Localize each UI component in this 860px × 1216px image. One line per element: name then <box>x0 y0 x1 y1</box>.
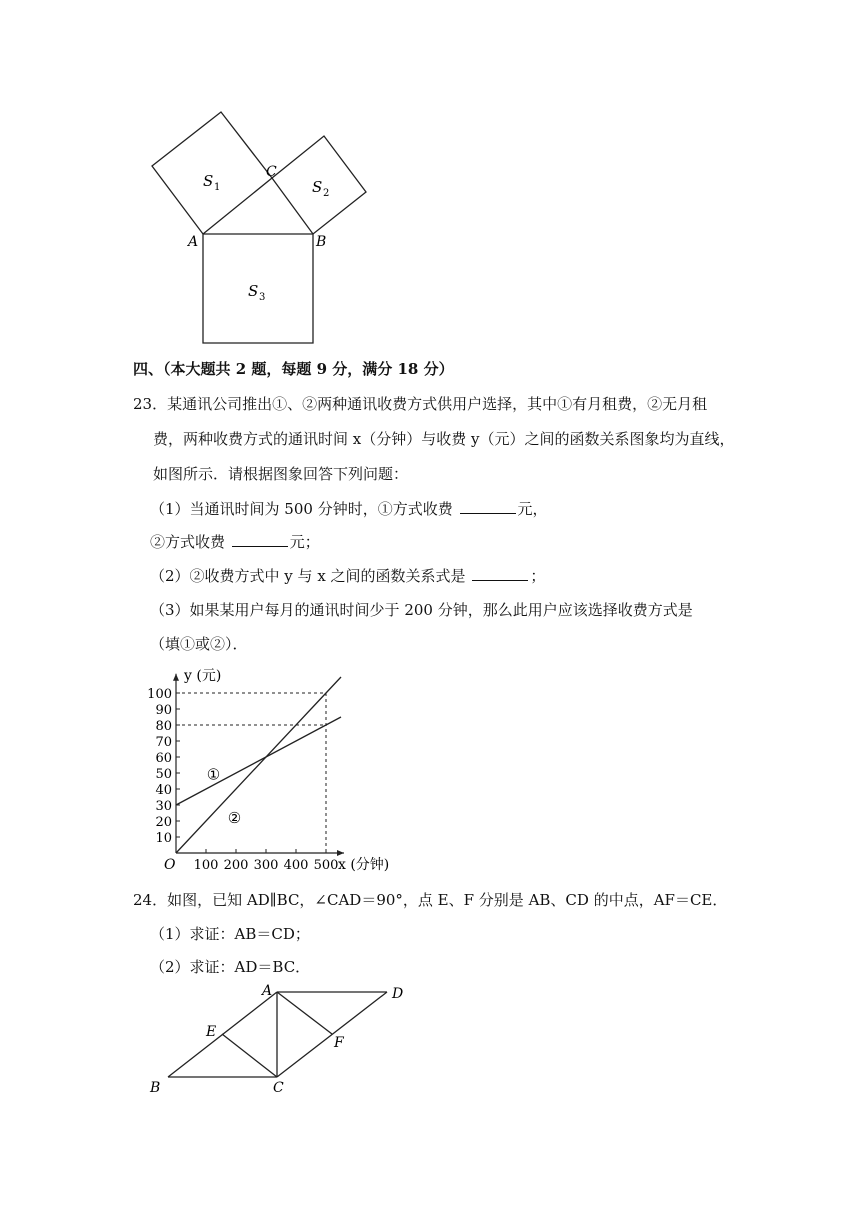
q23-line2: 费，两种收费方式的通讯时间 x（分钟）与收费 y（元）之间的函数关系图象均为直线， <box>153 430 735 448</box>
svg-text:1: 1 <box>214 182 221 193</box>
q23-part1b: ②方式收费 元； <box>150 533 320 551</box>
fee-chart <box>140 660 400 875</box>
y-tick-label: 40 <box>155 783 172 798</box>
x-tick-label: 500 <box>313 858 339 873</box>
label-b: B <box>316 234 327 250</box>
answer-blank <box>232 532 288 547</box>
y-tick-label: 90 <box>155 703 172 718</box>
y-tick-label: 30 <box>155 799 172 814</box>
origin-label: O <box>164 857 176 873</box>
label-s1: S <box>203 172 214 190</box>
label-b: B <box>150 1080 161 1096</box>
x-tick-label: 200 <box>223 858 249 873</box>
svg-text:2: 2 <box>323 188 330 199</box>
label-c: C <box>266 164 277 180</box>
label-e: E <box>206 1024 217 1040</box>
series-label: ① <box>206 765 221 784</box>
parallelogram-figure <box>140 980 420 1100</box>
x-tick-label: 100 <box>193 858 219 873</box>
label-a: A <box>262 983 273 999</box>
label-s2: S <box>312 178 323 196</box>
q24-line1: 24．如图，已知 AD∥BC，∠CAD＝90°，点 E、F 分别是 AB、CD 的中点，AF＝CE． <box>133 891 728 909</box>
y-tick-label: 20 <box>155 815 172 830</box>
y-tick-label: 10 <box>155 831 172 846</box>
q23-part1a: （1）当通讯时间为 500 分钟时，①方式收费 元， <box>150 500 548 518</box>
y-tick-label: 100 <box>147 687 172 702</box>
q23-part3b: （填①或②）． <box>150 635 248 653</box>
series-label: ② <box>227 808 242 827</box>
q23-line1: 23．某通讯公司推出①、②两种通讯收费方式供用户选择，其中①有月租费，②无月租 <box>133 395 708 413</box>
label-c: C <box>273 1080 284 1096</box>
answer-blank <box>472 566 528 581</box>
y-tick-label: 60 <box>155 751 172 766</box>
y-axis-label: y (元) <box>184 667 222 684</box>
svg-text:3: 3 <box>259 292 266 303</box>
x-axis-label: x (分钟) <box>338 857 390 873</box>
q23-part2: （2）②收费方式中 y 与 x 之间的函数关系式是 ； <box>150 567 546 585</box>
pythagoras-figure <box>140 105 380 355</box>
q23-line3: 如图所示．请根据图象回答下列问题： <box>153 465 409 483</box>
series-line <box>176 677 341 853</box>
y-tick-label: 50 <box>155 767 172 782</box>
q23-part3a: （3）如果某用户每月的通讯时间少于 200 分钟，那么此用户应该选择收费方式是 <box>150 601 693 619</box>
q24-part1: （1）求证：AB＝CD； <box>150 925 310 943</box>
section-title: 四、（本大题共 2 题，每题 9 分，满分 18 分） <box>133 360 454 378</box>
label-d: D <box>392 986 404 1002</box>
answer-blank <box>460 499 516 514</box>
x-tick-label: 300 <box>253 858 279 873</box>
x-axis-arrow <box>337 850 344 856</box>
q24-part2: （2）求证：AD＝BC． <box>150 958 311 976</box>
x-tick-label: 400 <box>283 858 309 873</box>
label-a: A <box>188 234 199 250</box>
label-f: F <box>334 1035 344 1051</box>
y-axis-arrow <box>173 674 179 681</box>
y-tick-label: 80 <box>155 719 172 734</box>
y-tick-label: 70 <box>155 735 172 750</box>
label-s3: S <box>248 282 259 300</box>
series-line <box>176 717 341 805</box>
